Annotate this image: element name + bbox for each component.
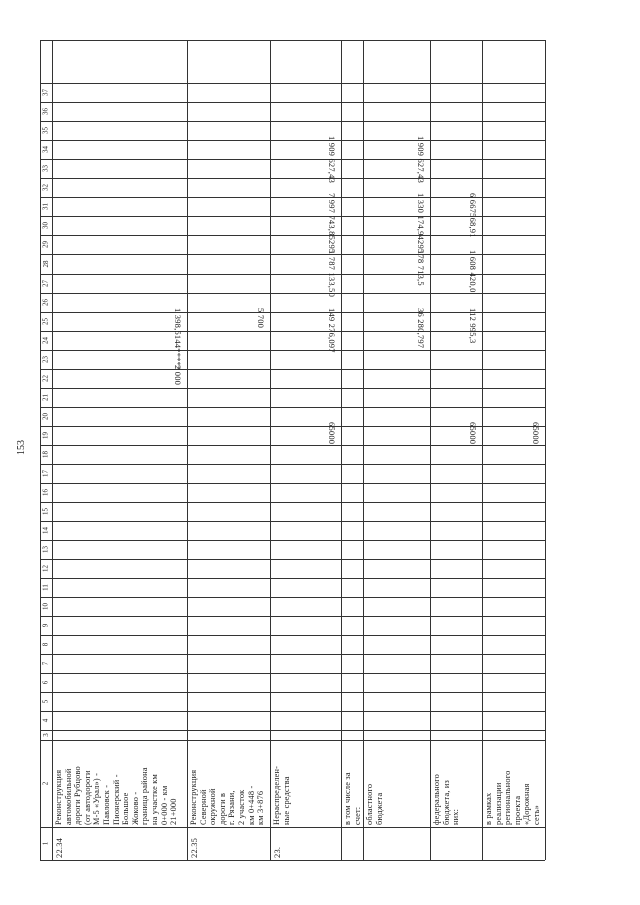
cell-value: 1 909 627,43 xyxy=(416,136,426,184)
column-number: 20 xyxy=(41,413,50,420)
cell-value: 6 667568,91 xyxy=(468,193,478,238)
column-number: 19 xyxy=(41,432,50,439)
column-number: 37 xyxy=(41,89,50,96)
column-number: 28 xyxy=(42,260,50,268)
row-number: 22.34 xyxy=(54,837,64,858)
column-rule xyxy=(40,540,545,541)
column-number: 10 xyxy=(41,603,50,610)
cell-value: 1 398,5144***** xyxy=(173,308,183,371)
column-rule xyxy=(40,559,545,560)
column-rule xyxy=(40,350,545,351)
cell-value: 2 000 xyxy=(173,365,183,386)
column-number: 16 xyxy=(41,489,50,496)
cell-value: 36 280,797 xyxy=(416,308,426,349)
column-rule xyxy=(40,635,545,636)
cell-value: 65000 xyxy=(327,422,337,445)
column-number: 23 xyxy=(41,356,50,363)
cell-value: 5 700 xyxy=(256,308,266,329)
column-rule xyxy=(40,83,545,84)
column-rule xyxy=(40,692,545,693)
column-number: 14 xyxy=(41,527,50,534)
column-number: 30 xyxy=(41,222,50,229)
column-rule xyxy=(40,654,545,655)
column-number: 17 xyxy=(41,470,50,477)
row-rule xyxy=(270,40,271,860)
row-rule xyxy=(363,40,364,860)
row-label: Реконструкция Северной окружной дороги в г. Рязани, 2 участок км 0+448 - км 3+876 xyxy=(189,769,266,825)
column-rule xyxy=(40,293,545,294)
column-rule xyxy=(40,827,545,828)
column-rule xyxy=(40,860,545,861)
column-number: 32 xyxy=(41,184,50,191)
column-number: 7 xyxy=(41,661,50,666)
column-number: 33 xyxy=(41,165,50,172)
column-number: 8 xyxy=(41,642,50,647)
row-number: 23. xyxy=(272,846,282,858)
column-number: 18 xyxy=(41,451,50,458)
cell-value: 7 997 743,85295 xyxy=(327,193,337,254)
column-rule xyxy=(40,730,545,731)
column-number: 12 xyxy=(41,565,50,572)
column-rule xyxy=(40,445,545,446)
column-number: 11 xyxy=(41,584,50,591)
column-number: 36 xyxy=(41,108,50,115)
row-label: Нераспределен- ные средства xyxy=(272,765,291,825)
column-number: 3 xyxy=(42,733,50,737)
row-label: федерального бюджета, из них: xyxy=(432,773,461,825)
column-rule xyxy=(40,740,545,741)
row-rule xyxy=(341,40,342,860)
column-number: 21 xyxy=(41,394,50,401)
column-number: 1 xyxy=(41,841,50,846)
column-rule xyxy=(40,40,545,41)
row-rule xyxy=(482,40,483,860)
column-number: 26 xyxy=(41,299,50,306)
column-rule xyxy=(40,121,545,122)
cell-value: 65000 xyxy=(531,422,541,445)
column-number: 6 xyxy=(41,680,50,685)
cell-value: 149 276,097 xyxy=(327,308,337,353)
column-rule xyxy=(40,578,545,579)
row-rule xyxy=(430,40,431,860)
column-number: 5 xyxy=(41,699,50,704)
column-number: 13 xyxy=(41,546,50,553)
column-rule xyxy=(40,178,545,179)
column-number: 35 xyxy=(41,127,50,134)
row-number: 22.35 xyxy=(189,837,199,858)
column-rule xyxy=(40,483,545,484)
column-number: 2 xyxy=(41,781,50,786)
cell-value: 1 608 420,0 xyxy=(468,250,478,293)
cell-value: 178 713,5 xyxy=(416,250,426,286)
row-rule xyxy=(187,40,188,860)
row-label: в рамках реализации регионального проекта «Дорожная сеть» xyxy=(484,770,541,825)
column-number: 31 xyxy=(41,203,50,210)
column-number: 25 xyxy=(41,318,50,325)
column-number: 29 xyxy=(41,241,50,248)
rotated-table xyxy=(40,40,545,860)
column-number: 9 xyxy=(41,623,50,628)
cell-value: 1 787 133,50 xyxy=(327,250,337,298)
column-rule xyxy=(40,407,545,408)
cell-value: 112 995,3 xyxy=(468,308,478,344)
column-rule xyxy=(40,673,545,674)
column-rule xyxy=(40,464,545,465)
column-number: 34 xyxy=(41,146,50,153)
column-rule xyxy=(40,388,545,389)
cell-value: 1 909 627,43 xyxy=(327,136,337,184)
row-label: Реконструкция автомобильной дороги Рубцово (от автодороги М-5 «Урал») - Павловск - Пионерский - Большое Жоково - граница района на участке км 0+000 - км 21+000 xyxy=(54,766,179,825)
column-rule xyxy=(40,502,545,503)
column-rule xyxy=(40,597,545,598)
cell-value: 1 330 174,94295 xyxy=(416,193,426,254)
column-rule xyxy=(40,616,545,617)
page-number: 153 xyxy=(16,440,27,455)
row-label: в том числе за счет: xyxy=(343,772,362,825)
column-number: 4 xyxy=(41,718,50,723)
row-rule xyxy=(545,40,546,860)
row-label: областного бюджета xyxy=(365,783,384,825)
column-number: 15 xyxy=(41,508,50,515)
column-rule xyxy=(40,521,545,522)
column-number: 24 xyxy=(41,337,50,344)
cell-value: 65000 xyxy=(468,422,478,445)
column-rule xyxy=(40,140,545,141)
column-rule xyxy=(40,102,545,103)
column-rule xyxy=(40,159,545,160)
column-rule xyxy=(40,369,545,370)
column-number: 22 xyxy=(41,375,50,382)
column-rule xyxy=(40,711,545,712)
column-number: 27 xyxy=(41,280,50,287)
